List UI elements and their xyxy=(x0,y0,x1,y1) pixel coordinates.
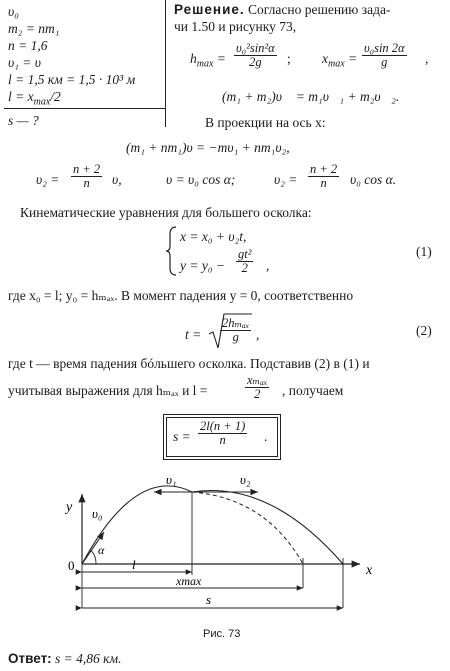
system-equation-y-fraction: $\frac{\text{gt²}}{2}$ xyxy=(238,247,252,275)
v-cos-alpha: υ = υ₀ cos α; xyxy=(166,172,236,187)
hmax-fraction: $\frac{\text{υ₀²sin²α}}{2g}$ xyxy=(236,41,275,69)
substitution-text-b: , получаем xyxy=(282,383,344,398)
equation-number-2: (2) xyxy=(416,323,432,338)
given-line-v1: υ₁ = υ xyxy=(8,55,41,70)
figure-73 xyxy=(0,470,450,630)
projection-equation: (m₁ + nm₁)υ = −mυ₁ + nm₁υ₂, xyxy=(126,140,290,155)
y-axis-label: y xyxy=(66,500,73,515)
xmax-comma: , xyxy=(425,51,429,66)
system-equation-y-right: , xyxy=(266,258,270,273)
t-formula-right: , xyxy=(256,327,260,342)
system-brace-icon xyxy=(166,226,178,276)
system-equation-x: x = x₀ + υ₂t, xyxy=(180,229,247,244)
alpha-label: α xyxy=(98,543,105,557)
kinematics-text: Кинематические уравнения для большего осколка: xyxy=(20,205,312,220)
t-formula-left: t = xyxy=(185,327,202,342)
given-line-l-xmax: $l = x_{max}/2$ xyxy=(8,89,61,108)
t-formula-fraction: 2hₘₐₓ g xyxy=(222,316,250,344)
v2-expression-b-left: υ₂ = xyxy=(274,172,298,187)
solution-intro-line2: чи 1.50 и рисунку 73, xyxy=(174,19,297,34)
given-divider xyxy=(4,108,165,109)
xmax-dimension-label: xmax xyxy=(176,574,202,588)
substitution-text-a: учитывая выражения для hₘₐₓ и l = xyxy=(8,383,208,398)
momentum-equation: (m₁ + m₂)υ⃗ = m₁υ⃗₁ + m₂υ⃗₂. xyxy=(222,89,400,104)
hmax-label: $h_{max}$ = xyxy=(190,51,226,70)
given-vertical-divider xyxy=(165,0,166,127)
where-t-text: где t — время падения бóльшего осколка. Подставив (2) в (1) и xyxy=(8,356,370,371)
s-dimension-label: s xyxy=(206,592,212,607)
substitution-fraction: xₘₐₓ 2 xyxy=(247,373,268,401)
v2-expression-b-right: υ₀ cos α. xyxy=(350,172,397,187)
result-fraction: $\frac{2l(n + 1)}{n}$ xyxy=(200,419,246,447)
origin-label: 0 xyxy=(68,558,75,573)
alpha-arc xyxy=(90,550,96,564)
xmax-label: $x_{max}$ = xyxy=(322,51,358,70)
hmax-semicolon: ; xyxy=(287,51,291,66)
result-right: . xyxy=(264,429,268,444)
solution-intro-line1: Решение. Согласно решению зада- xyxy=(174,2,391,17)
given-line-m2: m₂ = nm₁ xyxy=(8,21,60,36)
xmax-fraction: $\frac{\text{υ₀sin 2α}}{g}$ xyxy=(364,41,405,69)
where-x0-text: где x₀ = l; y₀ = hₘₐₓ. В момент падения y = 0, соответственно xyxy=(8,288,354,303)
equation-number-1: (1) xyxy=(416,244,432,259)
v0-label: υ₀ xyxy=(92,506,103,521)
v2-expression-b-fraction: $\frac{n + 2}{n}$ xyxy=(310,162,338,190)
result-left: s = xyxy=(173,429,191,444)
v2-label: υ₂ xyxy=(240,472,251,487)
system-equation-y-left: y = y₀ − xyxy=(180,258,226,273)
figure-caption: Рис. 73 xyxy=(203,628,241,640)
v2-expression-a-right: υ, xyxy=(112,172,122,187)
trajectory-curve xyxy=(82,486,343,564)
x-axis-label: x xyxy=(366,563,373,578)
v2-expression-a-fraction: $\frac{n + 2}{n}$ xyxy=(73,162,101,190)
v2-expression-a-left: υ₂ = xyxy=(36,172,60,187)
given-line-n: n = 1,6 xyxy=(8,38,48,53)
l-dimension-label: l xyxy=(132,557,136,572)
original-trajectory-dashed xyxy=(192,492,303,564)
answer-line: Ответ: s = 4,86 км. xyxy=(8,651,122,666)
projection-text: В проекции на ось x: xyxy=(205,115,326,130)
v1-label: υ₁ xyxy=(166,472,177,487)
given-line-l: l = 1,5 км = 1,5 · 10³ м xyxy=(8,72,136,87)
given-find: s — ? xyxy=(8,113,39,128)
given-line-v0: υ₀ xyxy=(8,4,19,19)
